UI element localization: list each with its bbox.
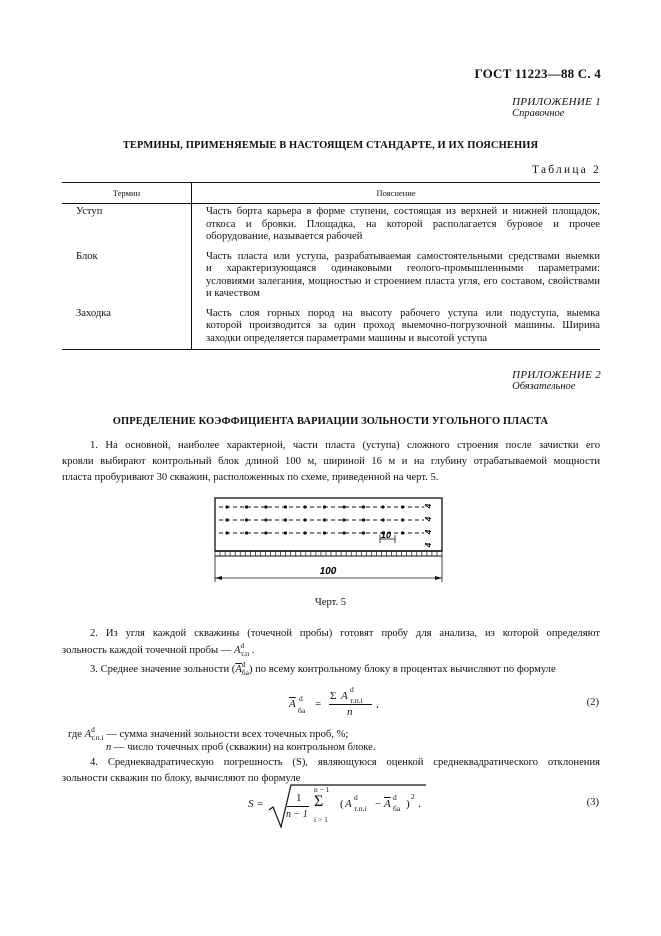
figure-caption: Черт. 5	[314, 597, 347, 608]
borehole-point	[284, 531, 287, 534]
paragraph-2	[62, 626, 600, 659]
where-line-1: где A d т.п.i — сумма значений зольности всех точечных проб, %;	[68, 725, 349, 742]
borehole-point	[362, 531, 365, 534]
table-header-term: Термин	[62, 183, 192, 204]
borehole-point	[401, 531, 404, 534]
table-header-explanation: Пояснение	[192, 183, 601, 204]
borehole-point	[245, 518, 248, 521]
table-cell-term: Уступ	[62, 204, 192, 244]
borehole-point	[225, 505, 228, 508]
borehole-point	[245, 505, 248, 508]
appendix-1-subtitle: Справочное	[512, 108, 565, 119]
borehole-point	[303, 531, 306, 534]
para-line: 1. На основной, наиболее характерной, части пласта (уступа) сложного строения после зачистки его	[90, 440, 600, 451]
table-row	[62, 204, 600, 244]
table-label: Таблица 2	[532, 164, 601, 176]
para-line: зольности скважин по блоку, вычисляют по формуле	[62, 773, 301, 784]
row-spacing-label: 4	[424, 503, 433, 509]
table-row	[62, 301, 600, 350]
ash-symbol: A	[234, 645, 241, 656]
formula-2-number: (2)	[586, 697, 599, 708]
formula-3: S = 1 n − 1 n − 1 Σ i > 1 ( A d т.п.i − $\overline{A}$ d ба ) 2 .	[248, 782, 428, 834]
borehole-point	[264, 531, 267, 534]
expl-line: Часть борта карьера в форме ступени, состоящая из верхней и нижней площадок,	[206, 206, 600, 218]
borehole-point	[342, 518, 345, 521]
row-spacing-label: 4	[424, 529, 433, 535]
table-row	[62, 244, 600, 301]
page-header: ГОСТ 11223—88 С. 4	[474, 66, 601, 81]
table-cell-explanation	[192, 244, 601, 301]
expl-line: оборудование, называется рабочей	[206, 231, 363, 243]
borehole-point	[284, 518, 287, 521]
para-line: кровли выбирают контрольный блок длиной 100 м, шириной 16 м и на глубину отрабатываемой мощности	[62, 456, 600, 467]
borehole-point	[323, 505, 326, 508]
formula-3-number: (3)	[586, 797, 599, 808]
appendix-1-title: ПРИЛОЖЕНИЕ 1	[512, 96, 601, 108]
borehole-point	[362, 505, 365, 508]
paragraph-1	[62, 438, 600, 486]
block-length-label: 100	[319, 566, 337, 577]
borehole-point	[323, 531, 326, 534]
table-cell-explanation	[192, 204, 601, 244]
para-line: пласта пробуривают 30 скважин, расположенных по схеме, приведенной на черт. 5.	[62, 472, 439, 483]
borehole-point	[362, 518, 365, 521]
borehole-point	[401, 505, 404, 508]
borehole-point	[303, 505, 306, 508]
borehole-point	[401, 518, 404, 521]
section-2-title: ОПРЕДЕЛЕНИЕ КОЭФФИЦИЕНТА ВАРИАЦИИ ЗОЛЬНОСТИ УГОЛЬНОГО ПЛАСТА	[112, 416, 549, 427]
appendix-2-label	[512, 369, 601, 392]
borehole-point	[342, 505, 345, 508]
expl-line: которой производится за один проход выемочно-погрузочной машины. Ширина	[206, 320, 600, 332]
para-line: 2. Из угля каждой скважины (точечной пробы) готовят пробу для анализа, из которой определяют	[90, 628, 600, 639]
appendix-2-title: ПРИЛОЖЕНИЕ 2	[512, 369, 601, 381]
borehole-point	[381, 518, 384, 521]
borehole-point	[323, 518, 326, 521]
formula-2: $\overline{A}$ d ба = Σ A d т.п.i n ,	[289, 685, 379, 718]
table-cell-explanation	[192, 301, 601, 350]
spacing-label: 10	[380, 530, 392, 540]
row-spacing-label: 4	[424, 516, 433, 522]
borehole-point	[225, 531, 228, 534]
para-line: 4. Среднеквадратическую погрешность (S), являющуюся оценкой среднеквадратического отклонения	[90, 757, 600, 768]
borehole-point	[284, 505, 287, 508]
borehole-point	[225, 518, 228, 521]
expl-line: Часть пласта или уступа, разрабатываемая самостоятельными средствами выемки	[206, 250, 600, 262]
table-cell-term: Блок	[62, 244, 192, 301]
borehole-point	[264, 505, 267, 508]
borehole-rows	[219, 505, 424, 534]
table-cell-term: Заходка	[62, 301, 192, 350]
expl-line: условиями залегания, мощностью и строением пласта угля, его составом, свойствами	[206, 275, 600, 287]
where-line-2: n — число точечных проб (скважин) на контрольном блоке.	[106, 742, 376, 753]
block-outline	[215, 498, 442, 551]
appendix-1-label	[512, 96, 601, 119]
paragraph-3: 3. Среднее значение зольности ($\overline{A}$ d ба ) по всему контрольному блоку в процентах вычисляют по формуле	[90, 660, 556, 677]
expl-line: заходки определяется параметрами машины и высотой уступа	[206, 332, 488, 344]
terms-table	[62, 182, 600, 350]
expl-line: откоса и бровки. Площадка, на которой располагается буровое и прочее	[206, 218, 600, 230]
para-line: зольность каждой точечной пробы — A d т.п .	[62, 641, 255, 658]
expl-line: и характеризующаяся одинаковыми геолого-промышленными параметрами:	[206, 263, 600, 275]
appendix-2-subtitle: Обязательное	[512, 381, 576, 392]
borehole-point	[245, 531, 248, 534]
borehole-scheme-figure	[210, 492, 450, 587]
expl-line: Часть слоя горных пород на высоту рабочего уступа или подуступа, выемка	[206, 307, 600, 319]
row-spacing-label: 4	[424, 542, 433, 548]
section-1-title: ТЕРМИНЫ, ПРИМЕНЯЕМЫЕ В НАСТОЯЩЕМ СТАНДАРТЕ, И ИХ ПОЯСНЕНИЯ	[122, 140, 539, 151]
borehole-point	[342, 531, 345, 534]
borehole-point	[264, 518, 267, 521]
expl-line: и качеством	[206, 288, 260, 300]
borehole-point	[381, 505, 384, 508]
borehole-point	[303, 518, 306, 521]
